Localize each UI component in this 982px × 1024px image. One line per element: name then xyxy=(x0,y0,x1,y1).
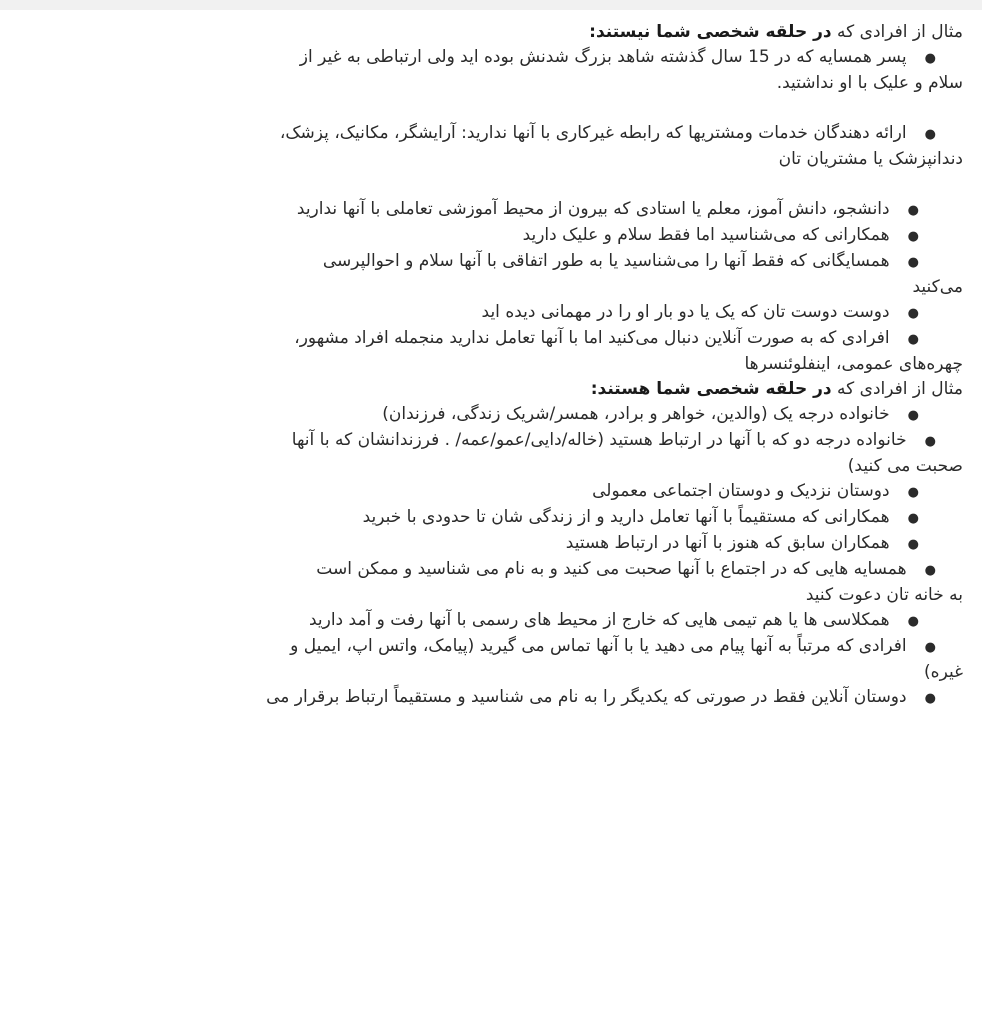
bullet-icon: ● xyxy=(907,408,919,423)
item-text: همکاران سابق که هنوز با آنها در ارتباط هستید xyxy=(565,533,890,553)
bullet-icon: ● xyxy=(907,614,919,629)
bullet-icon: ● xyxy=(924,127,936,142)
heading-bold: در حلقه شخصی شما هستند xyxy=(597,379,832,399)
bullet-icon: ● xyxy=(924,434,936,449)
list-item xyxy=(33,223,963,249)
list-item xyxy=(33,402,963,428)
item-text: خانواده درجه یک (والدین، خواهر و برادر، همسر/شریک زندگی، فرزندان) xyxy=(382,404,890,424)
list-item xyxy=(33,557,963,608)
item-text: همسایگانی که فقط آنها را می‌شناسید یا به طور اتفاقی با آنها سلام و احوالپرسی xyxy=(322,251,890,271)
list-item xyxy=(33,197,963,223)
item-text: همکارانی که مستقیماً با آنها تعامل دارید و از زندگی شان تا حدودی با خبرید xyxy=(362,507,890,527)
item-text-cont: می‌کنید xyxy=(912,277,963,297)
heading-colon: : xyxy=(589,22,596,42)
bullet-icon: ● xyxy=(907,332,919,347)
list-item xyxy=(33,531,963,557)
section-heading-not-in-circle xyxy=(33,20,963,45)
list-item xyxy=(33,505,963,531)
item-text: افرادی که مرتباً به آنها پیام می دهید یا با آنها تماس می گیرید (پیامک، واتس اپ، ایمیل و xyxy=(290,636,907,656)
item-text-cont: غیره) xyxy=(924,662,963,682)
section-heading-in-circle xyxy=(33,377,963,402)
bullet-icon: ● xyxy=(907,511,919,526)
bullet-icon: ● xyxy=(924,51,936,66)
list-item xyxy=(33,428,963,479)
item-text: خانواده درجه دو که با آنها در ارتباط هستید (خاله/دایی/عمو/عمه/ . فرزندانشان که با آنها xyxy=(291,430,907,450)
list-item xyxy=(33,300,963,326)
item-text-cont: چهره‌های عمومی، اینفلوئنسرها xyxy=(744,354,963,374)
list-item xyxy=(33,45,963,96)
item-text: افرادی که به صورت آنلاین دنبال می‌کنید اما با آنها تعامل ندارید منجمله افراد مشهور، xyxy=(294,328,890,348)
item-text-cont: دندانپزشک یا مشتریان تان xyxy=(778,149,963,169)
item-text: دانشجو، دانش آموز، معلم یا استادی که بیرون از محیط آموزشی تعاملی با آنها ندارید xyxy=(296,199,890,219)
list-item xyxy=(33,326,963,377)
list-item xyxy=(33,121,963,172)
heading-text: مثال از افرادی که xyxy=(831,22,963,42)
document-body xyxy=(33,20,963,711)
item-text: پسر همسایه که در 15 سال گذشته شاهد بزرگ شدنش بوده اید ولی ارتباطی به غیر از xyxy=(299,47,907,67)
bullet-icon: ● xyxy=(924,563,936,578)
list-item xyxy=(33,634,963,685)
bullet-icon: ● xyxy=(907,306,919,321)
item-text: ارائه دهندگان خدمات ومشتریها که رابطه غیرکاری با آنها ندارید: آرایشگر، مکانیک، پزشک، xyxy=(279,123,907,143)
bullet-icon: ● xyxy=(907,229,919,244)
item-text: دوست دوست تان که یک یا دو بار او را در مهمانی دیده اید xyxy=(481,302,890,322)
item-text-cont: سلام و علیک با او نداشتید. xyxy=(776,73,963,93)
item-text: دوستان نزدیک و دوستان اجتماعی معمولی xyxy=(592,481,890,501)
bullet-icon: ● xyxy=(907,203,919,218)
item-text: همکارانی که می‌شناسید اما فقط سلام و علیک دارید xyxy=(522,225,890,245)
list-item xyxy=(33,479,963,505)
item-text-cont: صحبت می کنید) xyxy=(847,456,963,476)
bullet-icon: ● xyxy=(907,537,919,552)
item-text: همکلاسی ها یا هم تیمی هایی که خارج از محیط های رسمی با آنها رفت و آمد دارید xyxy=(308,610,890,630)
list-item xyxy=(33,608,963,634)
item-text: همسایه هایی که در اجتماع با آنها صحبت می کنید و به نام می شناسید و ممکن است xyxy=(316,559,907,579)
list-item xyxy=(33,249,963,300)
item-text: دوستان آنلاین فقط در صورتی که یکدیگر را به نام می شناسید و مستقیماً ارتباط برقرار می xyxy=(266,687,907,707)
list-item xyxy=(33,685,963,711)
bullet-icon: ● xyxy=(907,255,919,270)
top-bar xyxy=(0,0,982,10)
heading-bold: در حلقه شخصی شما نیستند xyxy=(595,22,832,42)
bullet-icon: ● xyxy=(924,691,936,706)
bullet-icon: ● xyxy=(924,640,936,655)
heading-text: مثال از افرادی که xyxy=(831,379,963,399)
bullet-icon: ● xyxy=(907,485,919,500)
item-text-cont: به خانه تان دعوت کنید xyxy=(805,585,963,605)
heading-colon: : xyxy=(590,379,598,399)
